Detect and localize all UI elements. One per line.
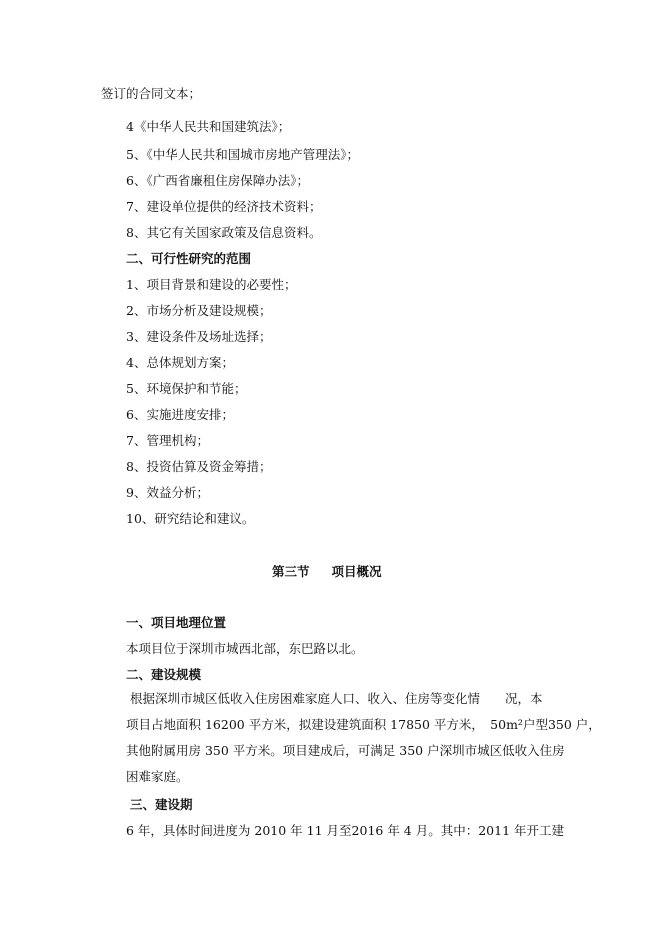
reference-item: 8、其它有关国家政策及信息资料。 — [126, 225, 322, 240]
intro-tail-text: 签订的合同文本； — [101, 86, 202, 101]
scope-item: 7、管理机构； — [126, 433, 209, 448]
scope-item: 3、建设条件及场址选择； — [126, 329, 272, 344]
scope-item: 5、环境保护和节能； — [126, 381, 247, 396]
scope-heading: 二、可行性研究的范围 — [126, 251, 252, 266]
reference-item: 6、《广西省廉租住房保障办法》； — [126, 173, 309, 188]
scope-item: 9、效益分析； — [126, 485, 209, 500]
scope-item: 2、市场分析及建设规模； — [126, 303, 272, 318]
scale-line: 项目占地面积 16200 平方米，拟建设建筑面积 17850 平方米， 50m²户型350 户， — [126, 717, 601, 732]
reference-item: 4《中华人民共和国建筑法》； — [126, 119, 291, 134]
section-title: 项目概况 — [331, 564, 382, 579]
section-number: 第三节 — [272, 564, 310, 579]
scope-item: 8、投资估算及资金筹措； — [126, 459, 272, 474]
location-heading: 一、项目地理位置 — [126, 615, 227, 630]
section-heading — [272, 564, 382, 580]
reference-item: 5、《中华人民共和国城市房地产管理法》； — [126, 147, 359, 162]
reference-item: 7、建设单位提供的经济技术资料； — [126, 199, 322, 214]
period-text: 6 年，具体时间进度为 2010 年 11 月至2016 年 4 月。其中：2011 年开工建 — [126, 823, 565, 838]
scope-item: 10、研究结论和建议。 — [126, 511, 255, 526]
scope-item: 1、项目背景和建设的必要性； — [126, 277, 297, 292]
location-text: 本项目位于深圳市城西北部，东巴路以北。 — [126, 641, 364, 656]
scale-heading: 二、建设规模 — [126, 667, 202, 682]
scale-line: 其他附属用房 350 平方米。项目建成后，可满足 350 户深圳市城区低收入住房 — [126, 743, 565, 758]
scope-item: 4、总体规划方案； — [126, 355, 234, 370]
period-heading: 三、建设期 — [130, 797, 193, 812]
scale-line: 困难家庭。 — [126, 769, 189, 784]
scale-line: 根据深圳市城区低收入住房困难家庭人口、收入、住房等变化情 况，本 — [130, 691, 543, 706]
scope-item: 6、实施进度安排； — [126, 407, 234, 422]
